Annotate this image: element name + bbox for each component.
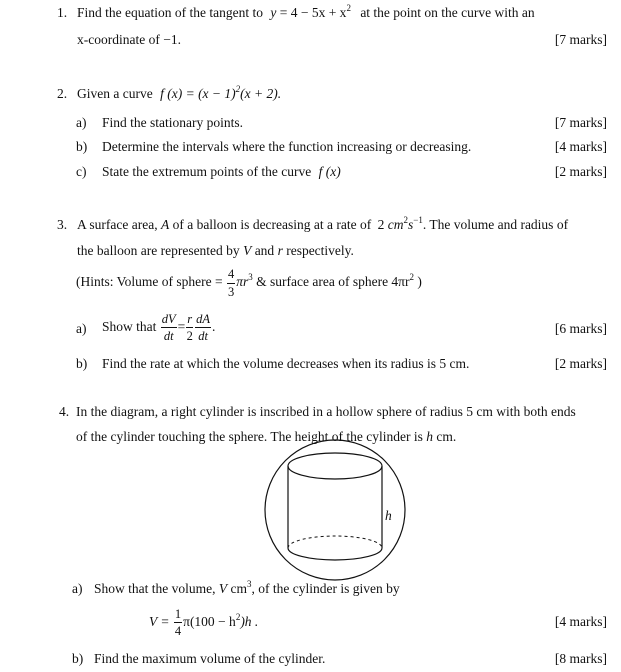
da-dt-fraction: $\frac{dA}{dt}$ — [196, 311, 211, 344]
q1-text-b: at the point on the curve with an — [360, 5, 535, 20]
q1-text-a: Find the equation of the tangent to — [77, 5, 263, 20]
q3a-label: a) — [76, 321, 87, 336]
q1-text — [77, 3, 535, 20]
q4b-label: b) — [72, 651, 84, 666]
q4-line2: of the cylinder touching the sphere. The height of the cylinder is h cm. — [76, 429, 457, 444]
q3-line1: A surface area, A of a balloon is decreasing at a rate of 2 $cm^2s^{-1}$. The volume and radius of — [77, 215, 569, 232]
q3b-label: b) — [76, 356, 88, 371]
q4b-marks: [8 marks] — [554, 651, 607, 666]
q2a-text: Find the stationary points. — [102, 115, 243, 130]
q1-marks: [7 marks] — [554, 32, 607, 47]
q4-line1: In the diagram, a right cylinder is inscribed in a hollow sphere of radius 5 cm with both ends — [76, 404, 576, 419]
q2-function: f $(x) = (x - 1)^2(x + 2)$. — [160, 84, 282, 101]
q2c-math: f (x) — [318, 164, 341, 179]
q1-equation: $y = 4 - 5x + x^2$ — [270, 3, 351, 20]
q4-volume-formula: V = $\frac{1}{4}$ $\pi(100 - h^2)h$ . — [149, 606, 259, 639]
q3-line2: the balloon are represented by V and r respectively. — [77, 243, 354, 258]
q3b-marks: [2 marks] — [554, 356, 607, 371]
q4a-label: a) — [72, 581, 83, 596]
q3-hints: (Hints: Volume of sphere = $\frac{4}{3}$ $\pi r^3$ & surface area of sphere $4\pi r^2$ ) — [76, 267, 422, 299]
cylinder-bottom-hidden — [288, 536, 382, 548]
q2-text: Given a curve f $(x) = (x - 1)^2(x + 2)$. — [77, 84, 282, 101]
q2a-label: a) — [76, 115, 87, 130]
cylinder-bottom-visible — [288, 548, 382, 560]
q2-number: 2. — [57, 86, 68, 101]
q1-line2: x-coordinate of −1. — [77, 32, 181, 47]
q4-number: 4. — [59, 404, 70, 419]
q3-rate: 2 $cm^2s^{-1}$ — [377, 215, 423, 232]
q2b-marks: [4 marks] — [554, 139, 607, 154]
dv-dt-fraction: $\frac{dV}{dt}$ — [161, 311, 176, 344]
q3a-text: Show that $\frac{dV}{dt}$ = $\frac{r}{2}$ $\frac{dA}{dt}$ . — [102, 311, 216, 344]
sphere-outline — [265, 440, 405, 580]
cylinder-top-ellipse — [288, 453, 382, 479]
diagram-h-label: h — [385, 508, 392, 523]
q4a-text: Show that the volume, V $cm^3$, of the cylinder is given by — [94, 579, 400, 596]
q2c-text: State the extremum points of the curve f (x) — [102, 164, 341, 179]
q2a-marks: [7 marks] — [554, 115, 607, 130]
q3-number: 3. — [57, 217, 68, 232]
q4b-text: Find the maximum volume of the cylinder. — [94, 651, 326, 666]
q2c-marks: [2 marks] — [554, 164, 607, 179]
q4a-marks: [4 marks] — [554, 614, 607, 629]
quarter-fraction: $\frac{1}{4}$ — [174, 606, 182, 639]
q2b-text: Determine the intervals where the function increasing or decreasing. — [102, 139, 472, 154]
q2b-label: b) — [76, 139, 88, 154]
q2c-label: c) — [76, 164, 87, 179]
q1-number: 1. — [57, 5, 68, 20]
q3a-marks: [6 marks] — [554, 321, 607, 336]
q3b-text: Find the rate at which the volume decreases when its radius is 5 cm. — [102, 356, 470, 371]
hint-fraction: $\frac{4}{3}$ — [227, 267, 235, 299]
r-2-fraction: $\frac{r}{2}$ — [186, 311, 193, 344]
